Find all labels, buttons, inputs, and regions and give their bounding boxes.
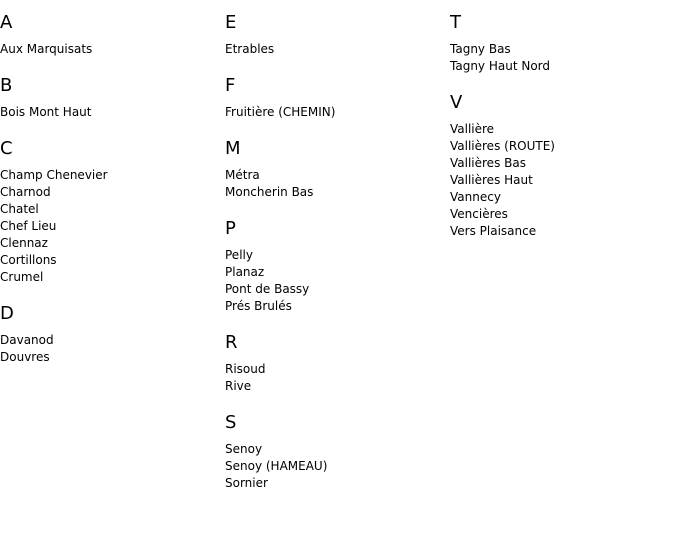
street-link[interactable]: Aux Marquisats bbox=[0, 42, 93, 56]
street-link[interactable]: Pont de Bassy bbox=[225, 282, 310, 296]
street-link[interactable]: Vers Plaisance bbox=[450, 224, 537, 238]
street-link[interactable]: Cortillons bbox=[0, 253, 57, 267]
letter-group-e bbox=[225, 12, 445, 58]
letter-group-f bbox=[225, 75, 445, 121]
letter-group-s bbox=[225, 412, 445, 492]
letter-heading: E bbox=[225, 12, 237, 33]
index-column-3 bbox=[450, 0, 670, 257]
street-link[interactable]: Tagny Bas bbox=[450, 42, 511, 56]
street-link[interactable]: Planaz bbox=[225, 265, 265, 279]
letter-heading: A bbox=[0, 12, 13, 33]
letter-heading: S bbox=[225, 412, 237, 433]
letter-heading: V bbox=[450, 92, 463, 113]
street-link[interactable]: Vallières (ROUTE) bbox=[450, 139, 555, 153]
street-link[interactable]: Fruitière (CHEMIN) bbox=[225, 105, 336, 119]
street-link[interactable]: Vallières Bas bbox=[450, 156, 526, 170]
street-link[interactable]: Senoy (HAMEAU) bbox=[225, 459, 328, 473]
street-link[interactable]: Rive bbox=[225, 379, 252, 393]
street-link[interactable]: Sornier bbox=[225, 476, 268, 490]
street-link[interactable]: Bois Mont Haut bbox=[0, 105, 92, 119]
letter-group-p bbox=[225, 218, 445, 315]
letter-group-m bbox=[225, 138, 445, 201]
street-link[interactable]: Vallières Haut bbox=[450, 173, 533, 187]
street-link[interactable]: Vencières bbox=[450, 207, 508, 221]
letter-group-r bbox=[225, 332, 445, 395]
letter-heading: B bbox=[0, 75, 13, 96]
letter-group-t bbox=[450, 12, 670, 75]
letter-heading: P bbox=[225, 218, 236, 239]
street-link[interactable]: Charnod bbox=[0, 185, 51, 199]
letter-heading: T bbox=[450, 12, 461, 33]
letter-group-a bbox=[0, 12, 220, 58]
letter-heading: F bbox=[225, 75, 236, 96]
street-link[interactable]: Métra bbox=[225, 168, 260, 182]
street-link[interactable]: Moncherin Bas bbox=[225, 185, 314, 199]
letter-group-c bbox=[0, 138, 220, 286]
letter-heading: D bbox=[0, 303, 14, 324]
street-link[interactable]: Davanod bbox=[0, 333, 54, 347]
street-link[interactable]: Douvres bbox=[0, 350, 50, 364]
index-column-2 bbox=[225, 0, 445, 509]
street-link[interactable]: Tagny Haut Nord bbox=[450, 59, 550, 73]
street-link[interactable]: Crumel bbox=[0, 270, 44, 284]
letter-heading: R bbox=[225, 332, 238, 353]
street-link[interactable]: Vannecy bbox=[450, 190, 501, 204]
street-link[interactable]: Champ Chenevier bbox=[0, 168, 108, 182]
street-link[interactable]: Chef Lieu bbox=[0, 219, 57, 233]
letter-group-b bbox=[0, 75, 220, 121]
letter-heading: C bbox=[0, 138, 13, 159]
street-link[interactable]: Senoy bbox=[225, 442, 263, 456]
letter-heading: M bbox=[225, 138, 241, 159]
letter-group-v bbox=[450, 92, 670, 240]
street-link[interactable]: Chatel bbox=[0, 202, 39, 216]
index-column-1 bbox=[0, 0, 220, 383]
street-link[interactable]: Prés Brulés bbox=[225, 299, 292, 313]
street-link[interactable]: Clennaz bbox=[0, 236, 48, 250]
letter-group-d bbox=[0, 303, 220, 366]
street-link[interactable]: Pelly bbox=[225, 248, 253, 262]
street-link[interactable]: Etrables bbox=[225, 42, 275, 56]
street-link[interactable]: Vallière bbox=[450, 122, 495, 136]
street-link[interactable]: Risoud bbox=[225, 362, 266, 376]
